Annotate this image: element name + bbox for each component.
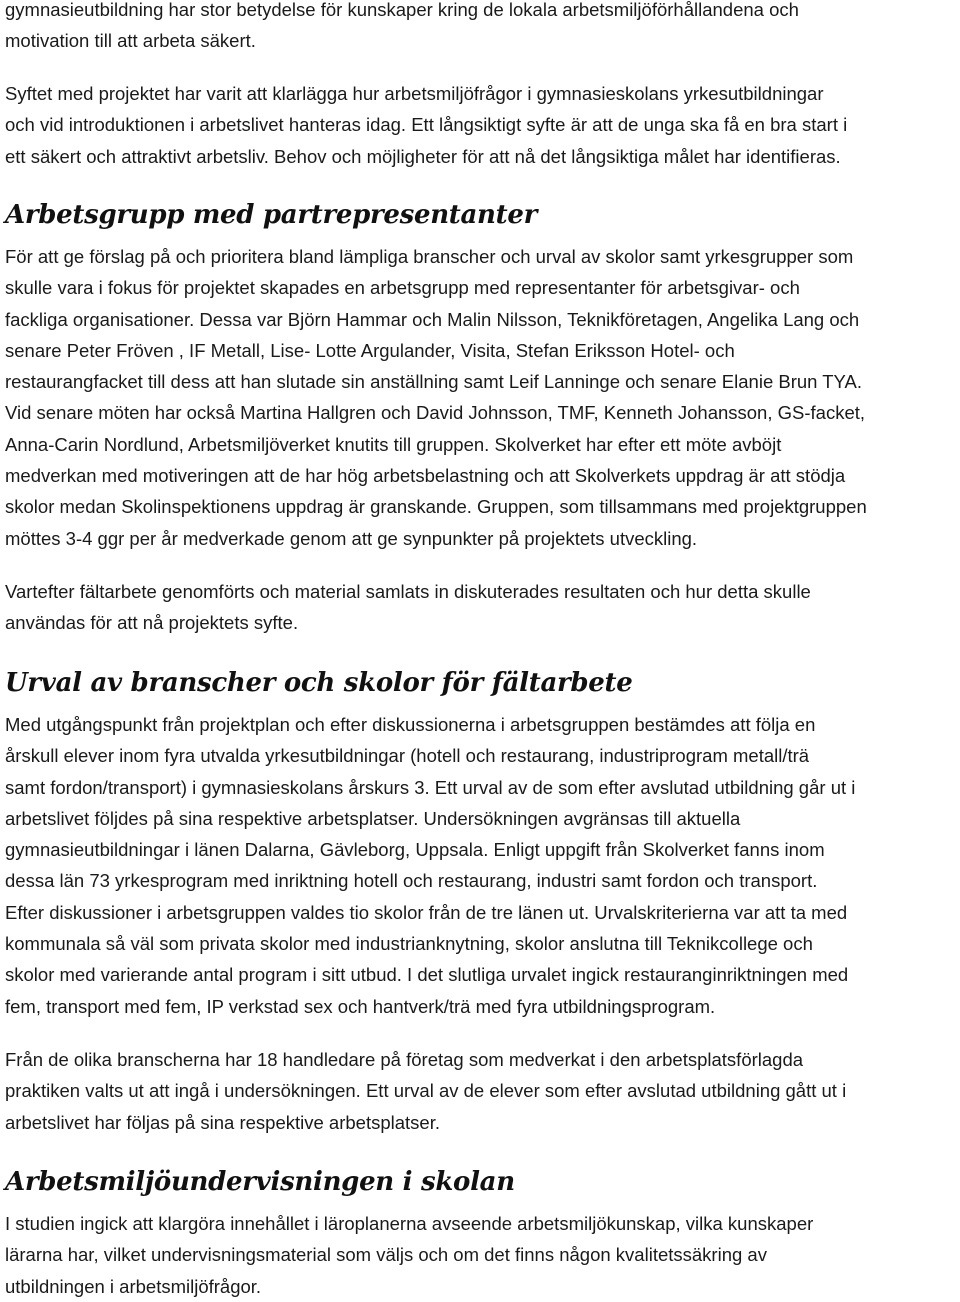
section-paragraph xyxy=(5,1208,813,1302)
text-line: arbetslivet har följas på sina respektive arbetsplatser. xyxy=(5,1111,440,1133)
text-line: fem, transport med fem, IP verkstad sex och hantverk/trä med fyra utbildningsprogram. xyxy=(5,995,716,1017)
section-paragraph xyxy=(5,576,811,639)
text-line: fackliga organisationer. Dessa var Björn Hammar och Malin Nilsson, Teknikföretagen, Angelika Lang och xyxy=(5,308,860,330)
section-paragraph xyxy=(5,1044,846,1138)
section-heading: Arbetsgrupp med partrepresentanter xyxy=(5,200,538,230)
text-line: gymnasieutbildningar i länen Dalarna, Gävleborg, Uppsala. Enligt uppgift från Skolverket fanns inom xyxy=(5,839,825,861)
text-line: och vid introduktionen i arbetslivet hanteras idag. Ett långsiktigt syfte är att de unga ska få en bra start i xyxy=(5,114,848,136)
text-line: senare Peter Fröven , IF Metall, Lise- Lotte Argulander, Visita, Stefan Eriksson Hotel- och xyxy=(5,339,735,361)
section-heading: Arbetsmiljöundervisningen i skolan xyxy=(5,1167,515,1197)
text-line: möttes 3-4 ggr per år medverkade genom att ge synpunkter på projektets utveckling. xyxy=(5,527,698,549)
text-line: kommunala så väl som privata skolor med industrianknytning, skolor anslutna till Teknikcollege och xyxy=(5,933,813,955)
text-line: skolor medan Skolinspektionens uppdrag är granskande. Gruppen, som tillsammans med projektgruppen xyxy=(5,496,867,518)
text-line: användas för att nå projektets syfte. xyxy=(5,612,299,634)
text-line: Efter diskussioner i arbetsgruppen valdes tio skolor från de tre länen ut. Urvalskriterierna var att ta med xyxy=(5,901,848,923)
text-line: För att ge förslag på och prioritera bland lämpliga branscher och urval av skolor samt yrkesgrupper som xyxy=(5,246,854,267)
purpose-paragraph xyxy=(5,78,847,172)
text-line: Anna-Carin Nordlund, Arbetsmiljöverket knutits till gruppen. Skolverket har efter ett möte avböjt xyxy=(5,433,782,455)
text-line: I studien ingick att klargöra innehållet i läroplanerna avseende arbetsmiljökunskap, vilka kunskaper xyxy=(5,1213,814,1234)
text-line: ett säkert och attraktivt arbetsliv. Behov och möjligheter för att nå det långsiktiga målet har identifieras. xyxy=(5,145,841,167)
text-line: arbetslivet följdes på sina respektive arbetsplatser. Undersökningen avgränsas till aktuella xyxy=(5,807,741,829)
section-paragraph xyxy=(5,709,855,1022)
text-line: motivation till att arbeta säkert. xyxy=(5,30,256,52)
text-line: lärarna har, vilket undervisningsmaterial som väljs och om det finns någon kvalitetssäkring av xyxy=(5,1244,767,1266)
text-line: skulle vara i fokus för projektet skapades en arbetsgrupp med representanter för arbetsgivar- och xyxy=(5,277,800,299)
section-paragraph xyxy=(5,241,867,554)
text-line: medverkan med motiveringen att de har hög arbetsbelastning och att Skolverkets uppdrag är att stödja xyxy=(5,465,846,487)
text-line: Syftet med projektet har varit att klarlägga hur arbetsmiljöfrågor i gymnasieskolans yrkesutbildningar xyxy=(5,83,824,104)
text-line: samt fordon/transport) i gymnasieskolans årskurs 3. Ett urval av de som efter avslutad utbildning går ut i xyxy=(5,776,856,798)
text-line: dessa län 73 yrkesprogram med inriktning hotell och restaurang, industri samt fordon och transport. xyxy=(5,870,818,892)
text-line: Med utgångspunkt från projektplan och efter diskussionerna i arbetsgruppen bestämdes att följa en xyxy=(5,714,816,735)
text-line: Vid senare möten har också Martina Hallgren och David Johnsson, TMF, Kenneth Johansson, GS-facket, xyxy=(5,402,866,424)
text-line: Vartefter fältarbete genomförts och material samlats in diskuterades resultaten och hur detta skulle xyxy=(5,581,811,602)
text-line: restaurangfacket till dess att han slutade sin anställning samt Leif Lanninge och senare Elanie Brun TYA. xyxy=(5,371,862,393)
section-heading: Urval av branscher och skolor för fältarbete xyxy=(5,668,633,698)
text-line: praktiken valts ut att ingå i undersökningen. Ett urval av de elever som efter avslutad utbildning gått ut i xyxy=(5,1080,847,1102)
text-line: utbildningen i arbetsmiljöfrågor. xyxy=(5,1275,262,1297)
text-line: skolor med varierande antal program i sitt utbud. I det slutliga urvalet ingick restauranginriktningen med xyxy=(5,964,849,986)
text-line: gymnasieutbildning har stor betydelse för kunskaper kring de lokala arbetsmiljöförhållandena och xyxy=(5,0,799,20)
text-line: Från de olika branscherna har 18 handledare på företag som medverkat i den arbetsplatsförlagda xyxy=(5,1049,804,1070)
text-line: årskull elever inom fyra utvalda yrkesutbildningar (hotell och restaurang, industriprogram metall/trä xyxy=(5,745,810,767)
intro-paragraph xyxy=(5,0,799,57)
